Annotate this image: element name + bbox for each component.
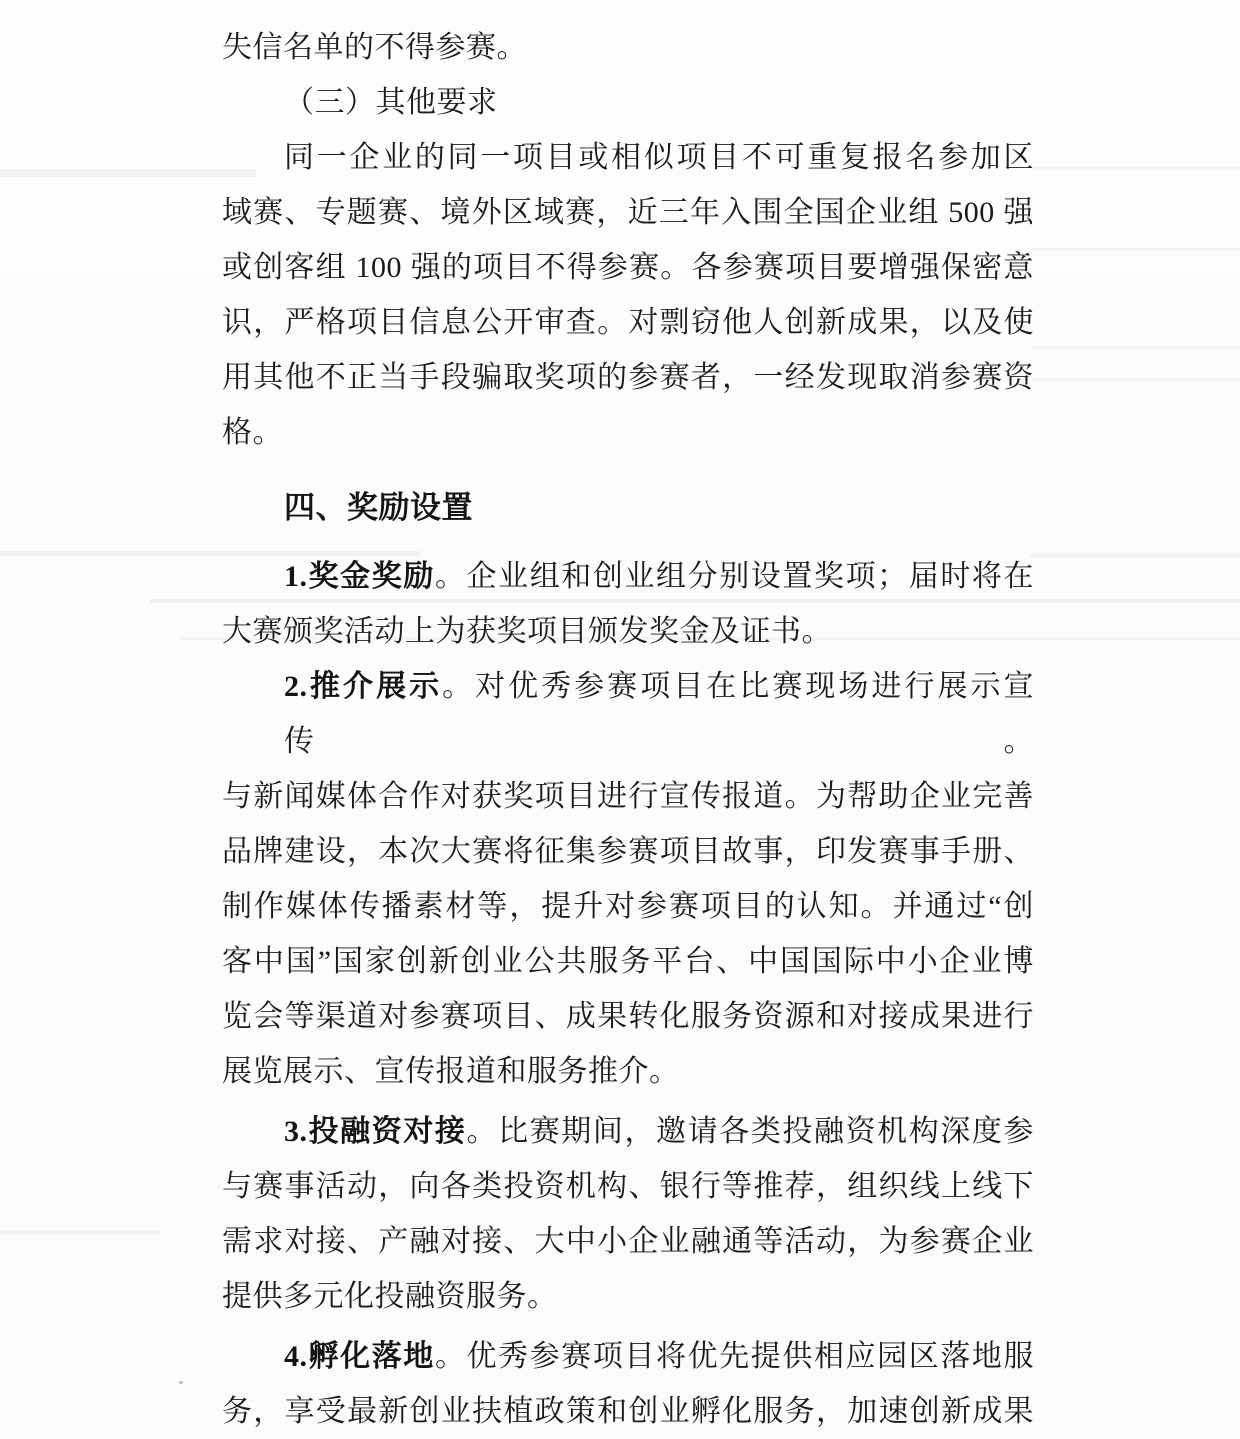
text-segment: 。比赛期间，邀请各类投融资机构深度参	[466, 1115, 1035, 1148]
text-segment: 提供多元化投融资服务。	[222, 1280, 558, 1313]
document-line	[222, 240, 1034, 295]
text-segment: 识，严格项目信息公开审查。对剽窃他人创新成果，以及使	[222, 306, 1034, 339]
document-line	[222, 879, 1034, 934]
document-line	[222, 1044, 1034, 1099]
text-segment: 失信名单的不得参赛。	[222, 31, 527, 64]
text-segment: 用其他不正当手段骗取奖项的参赛者，一经发现取消参赛资	[222, 361, 1034, 394]
text-segment: 格。	[222, 416, 283, 449]
document-line	[222, 1329, 1034, 1384]
text-segment: 制作媒体传播素材等，提升对参赛项目的认知。并通过“创	[222, 890, 1034, 923]
text-segment: 。企业组和创业组分别设置奖项；届时将在	[434, 560, 1035, 593]
document-line	[222, 549, 1034, 604]
text-segment: （三）其他要求	[284, 86, 498, 119]
text-segment: 或创客组 100 强的项目不得参赛。各参赛项目要增强保密意	[222, 251, 1034, 284]
bold-text-segment: 四、奖励设置	[284, 490, 473, 525]
bold-text-segment: 4.孵化落地	[284, 1340, 435, 1373]
document-line	[222, 20, 1034, 75]
document-line	[222, 1104, 1034, 1159]
bold-text-segment: 1.奖金奖励	[284, 560, 435, 593]
scan-streak	[0, 169, 256, 177]
document-line	[222, 1384, 1034, 1439]
text-segment: 域赛、专题赛、境外区域赛，近三年入围全国企业组 500 强	[222, 196, 1034, 229]
bold-text-segment: 2.推介展示	[284, 670, 443, 703]
document-line	[222, 934, 1034, 989]
document-line	[222, 75, 1034, 130]
document-line	[222, 295, 1034, 350]
text-segment: 需求对接、产融对接、大中小企业融通等活动，为参赛企业	[222, 1225, 1034, 1258]
scan-speck	[179, 1381, 183, 1384]
bold-text-segment: 3.投融资对接	[284, 1115, 467, 1148]
document-line	[222, 1269, 1034, 1324]
text-segment: 览会等渠道对参赛项目、成果转化服务资源和对接成果进行	[222, 1000, 1034, 1033]
document-line	[222, 659, 1034, 769]
document-line	[222, 989, 1034, 1044]
scan-streak	[1032, 346, 1240, 349]
text-segment: 与新闻媒体合作对获奖项目进行宣传报道。为帮助企业完善	[222, 780, 1034, 813]
scan-streak	[1030, 553, 1240, 558]
document-line	[222, 185, 1034, 240]
text-segment: 与赛事活动，向各类投资机构、银行等推荐，组织线上线下	[222, 1170, 1034, 1203]
document-line	[222, 769, 1034, 824]
text-segment: 务，享受最新创业扶植政策和创业孵化服务，加速创新成果	[222, 1395, 1034, 1428]
document-line	[222, 604, 1034, 659]
scan-streak	[0, 1231, 160, 1235]
text-segment: 。优秀参赛项目将优先提供相应园区落地服	[434, 1340, 1035, 1373]
text-segment: 同一企业的同一项目或相似项目不可重复报名参加区	[284, 141, 1034, 174]
scan-streak	[1032, 248, 1240, 251]
section-heading	[222, 480, 1034, 535]
scan-streak	[1032, 378, 1240, 381]
text-segment: 大赛颁奖活动上为获奖项目颁发奖金及证书。	[222, 615, 832, 648]
document-body	[222, 20, 1034, 1439]
text-segment: 。对优秀参赛项目在比赛现场进行展示宣传。	[284, 670, 1035, 758]
text-segment: 客中国”国家创新创业公共服务平台、中国国际中小企业博	[222, 945, 1034, 978]
document-line	[222, 130, 1034, 185]
document-line	[222, 1214, 1034, 1269]
scan-streak	[1032, 167, 1240, 170]
document-line	[222, 405, 1034, 460]
document-line	[222, 1159, 1034, 1214]
document-line	[222, 350, 1034, 405]
text-segment: 品牌建设，本次大赛将征集参赛项目故事，印发赛事手册、	[222, 835, 1034, 868]
document-line	[222, 824, 1034, 879]
text-segment: 展览展示、宣传报道和服务推介。	[222, 1055, 680, 1088]
